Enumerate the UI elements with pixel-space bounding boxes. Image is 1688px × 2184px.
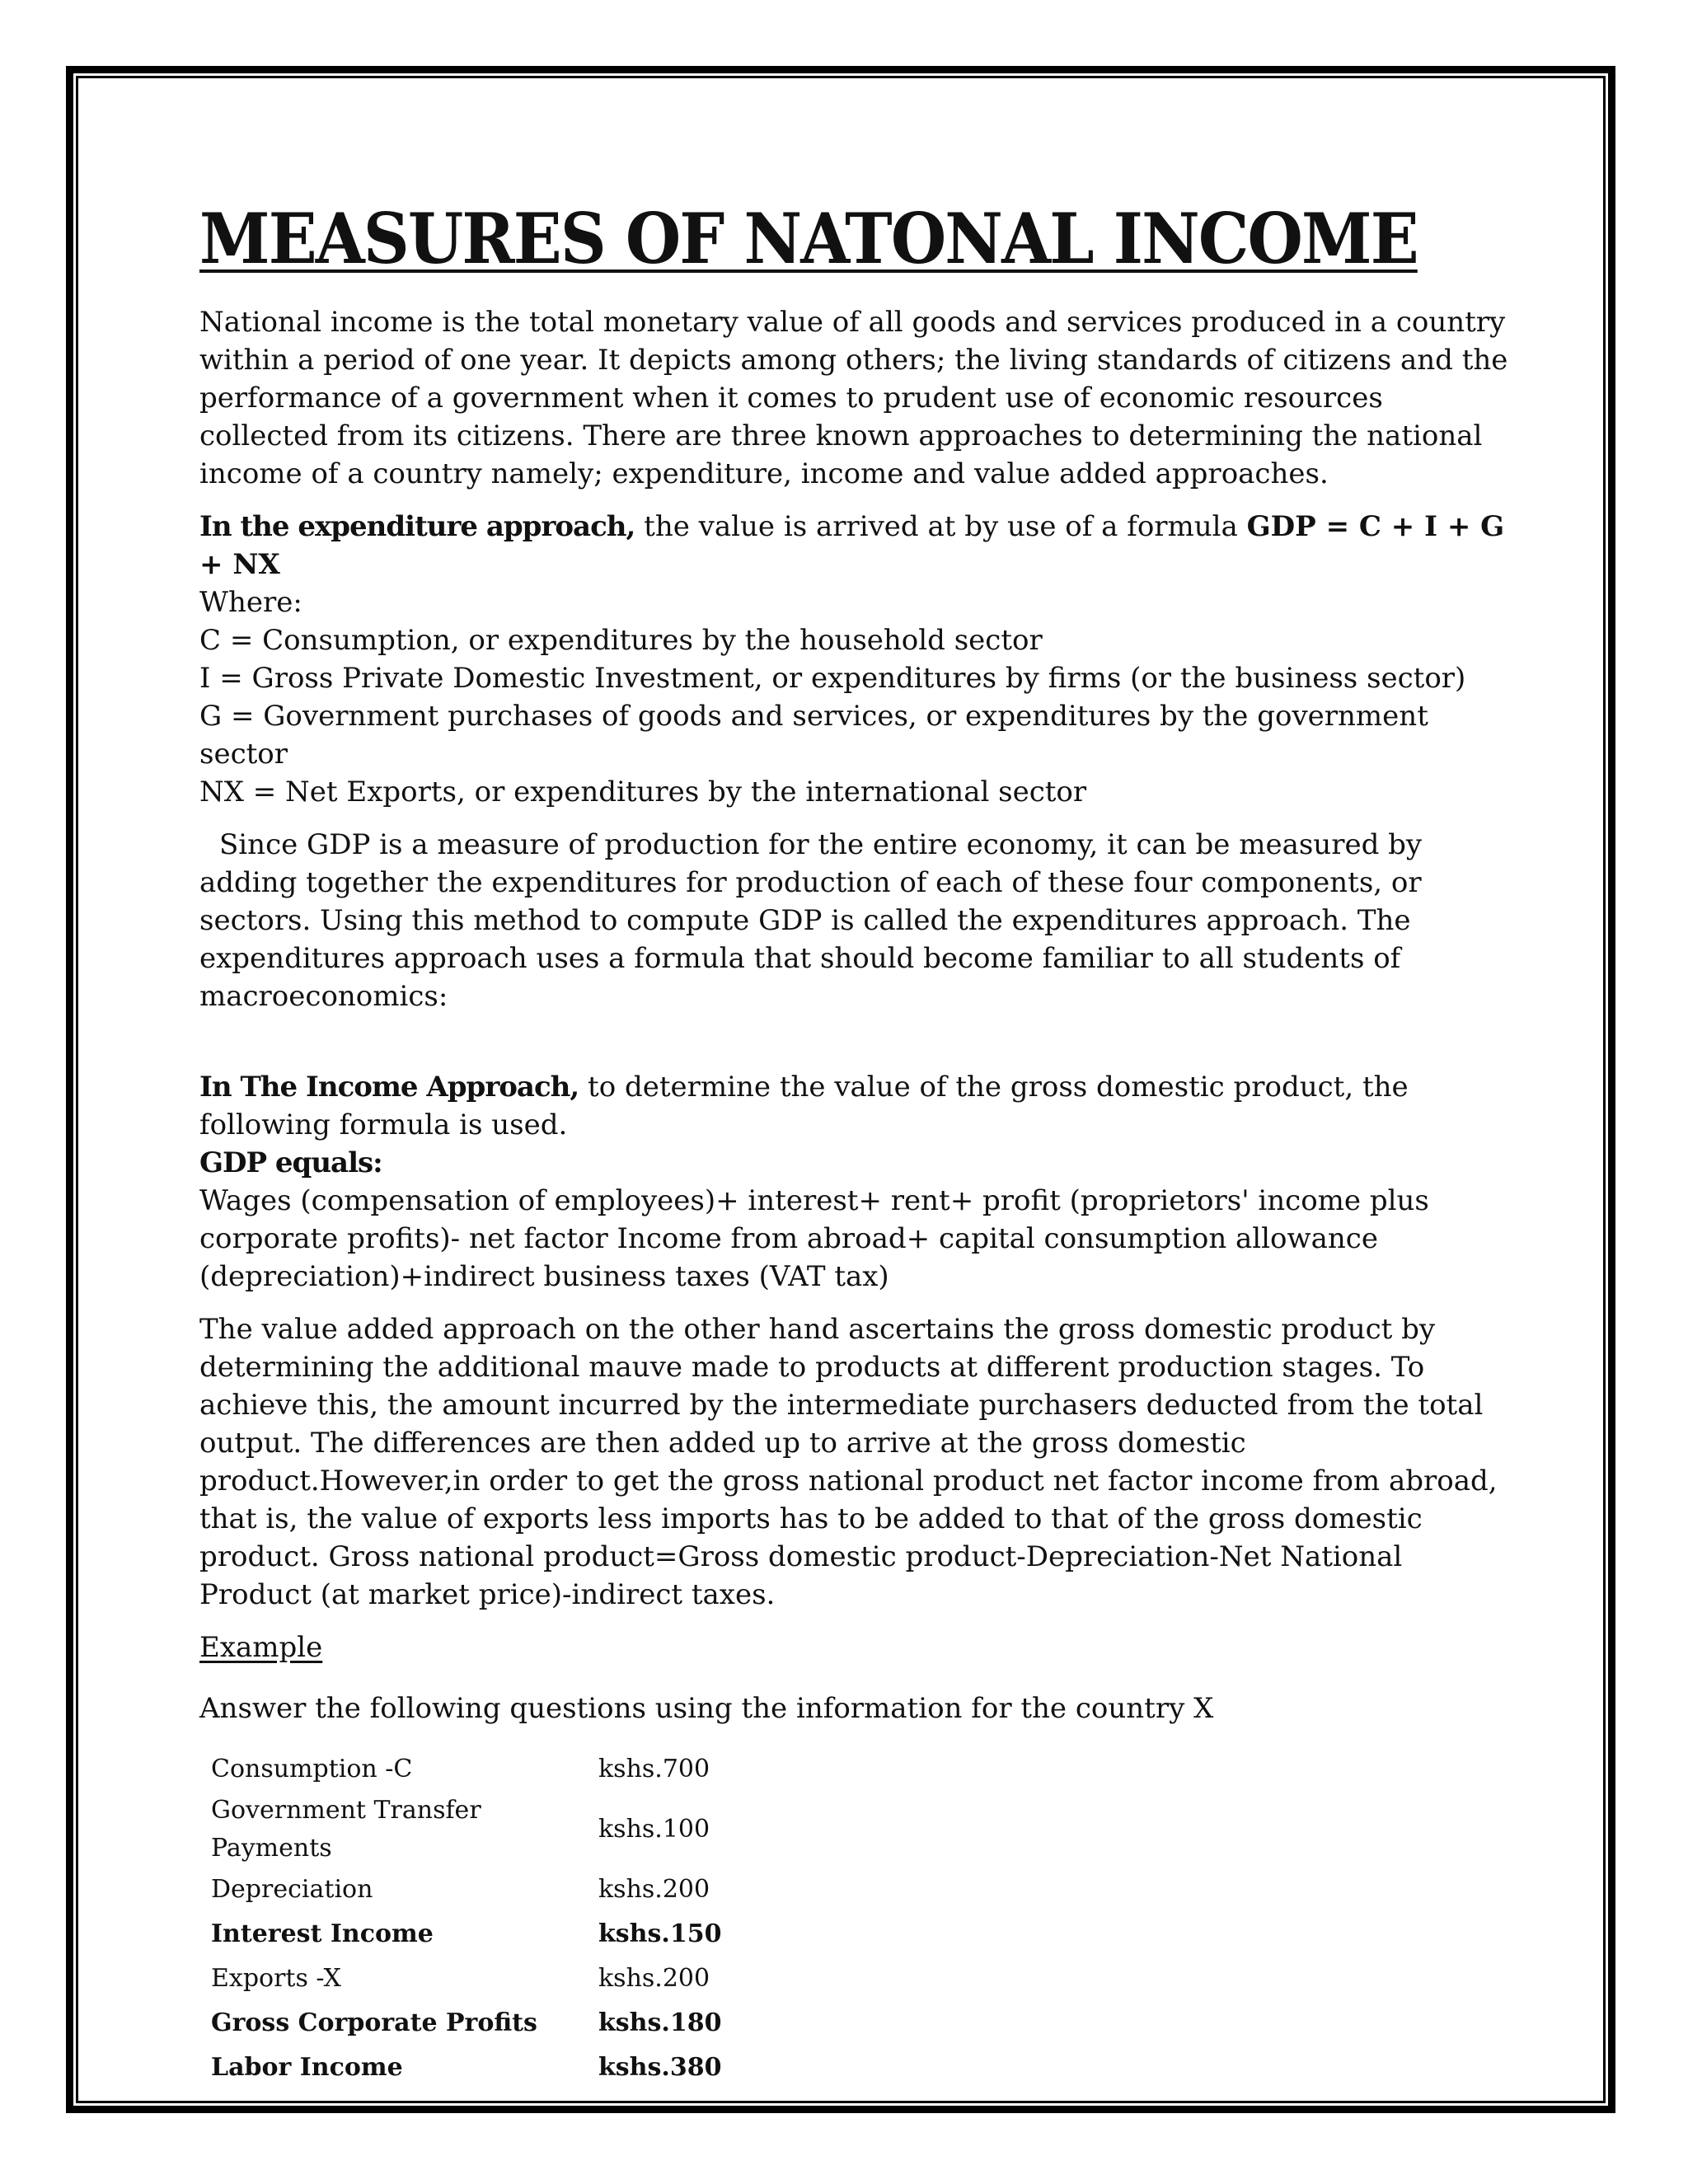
table-row [211,1957,721,2001]
example-heading: Example [199,1631,323,1664]
row-label: Gross Corporate Profits [211,2008,537,2037]
expenditure-explanation: Since GDP is a measure of production for the entire economy, it can be measured by adding together the expenditures for production of each of these four components, or sectors. Using this method to compute GDP is called the expenditures approach. The expenditures approach uses a formula that should become familiar to all students of macroeconomics: [199,828,1423,1013]
gdp-equals-label: GDP equals: [199,1146,382,1179]
income-formula: Wages (compensation of employees)+ interest+ rent+ profit (proprietors' income plus corporate profits)- net factor Income from abroad+ capital consumption allowance (depreciation)+indirect business taxes (VAT tax) [199,1184,1429,1293]
intro-paragraph: National income is the total monetary value of all goods and services produced in a country within a period of one year. It depicts among others; the living standards of citizens and the performance of a government when it comes to prudent use of economic resources collected from its citizens. There are three known approaches to determining the national income of a country namely; expenditure, income and value added approaches. [199,306,1508,490]
table-row [211,1747,721,1792]
document-body [199,198,1518,2090]
definition-c: C = Consumption, or expenditures by the household sector [199,624,1043,657]
table-row [211,1912,721,1957]
row-value: kshs.380 [598,2053,722,2082]
row-label: Interest Income [211,1919,434,1948]
row-value: kshs.700 [598,1755,710,1783]
expenditure-formula: GDP = C + I + G + NX [199,510,1505,581]
row-value: kshs.200 [598,1875,710,1904]
definition-g: G = Government purchases of goods and services, or expenditures by the government sector [199,700,1428,771]
spacer [199,1030,1518,1068]
expenditure-text: the value is arrived at by use of a formula [635,510,1247,543]
row-label: Depreciation [211,1875,373,1904]
expenditure-lead: In the expenditure approach, [199,510,635,543]
example-question: Answer the following questions using the information for the country X [199,1692,1214,1725]
table-row [211,1868,721,1912]
page-title: MEASURES OF NATONAL INCOME [199,198,1418,279]
row-value: kshs.180 [598,2008,722,2037]
definition-nx: NX = Net Exports, or expenditures by the international sector [199,776,1087,808]
income-lead: In The Income Approach, [199,1071,579,1104]
row-label: Labor Income [211,2053,403,2082]
where-label: Where: [199,586,302,619]
definition-i: I = Gross Private Domestic Investment, or expenditures by firms (or the business sector) [199,662,1466,695]
table-row [211,2001,721,2046]
example-table [211,1747,721,2090]
row-value: kshs.200 [598,1964,710,1993]
value-added-paragraph: The value added approach on the other hand ascertains the gross domestic product by determining the additional mauve made to products at different production stages. To achieve this, the amount incurred by the intermediate purchasers deducted from the total output. The differences are then added up to arrive at the gross domestic product.However,in order to get the gross national product net factor income from abroad, that is, the value of exports less imports has to be added to that of the gross domestic product. Gross national product=Gross domestic product-Depreciation-Net National Product (at market price)-indirect taxes. [199,1313,1498,1611]
row-label: Exports -X [211,1964,341,1993]
expenditure-paragraph [199,508,1518,583]
row-label: Government Transfer Payments [211,1796,481,1863]
table-row [211,2046,721,2090]
table-row [211,1792,721,1868]
row-value: kshs.100 [598,1815,710,1844]
income-text: to determine the value of the gross domestic product, the following formula is used. [199,1071,1409,1141]
row-value: kshs.150 [598,1919,722,1948]
income-paragraph [199,1068,1518,1144]
row-label: Consumption -C [211,1755,413,1783]
